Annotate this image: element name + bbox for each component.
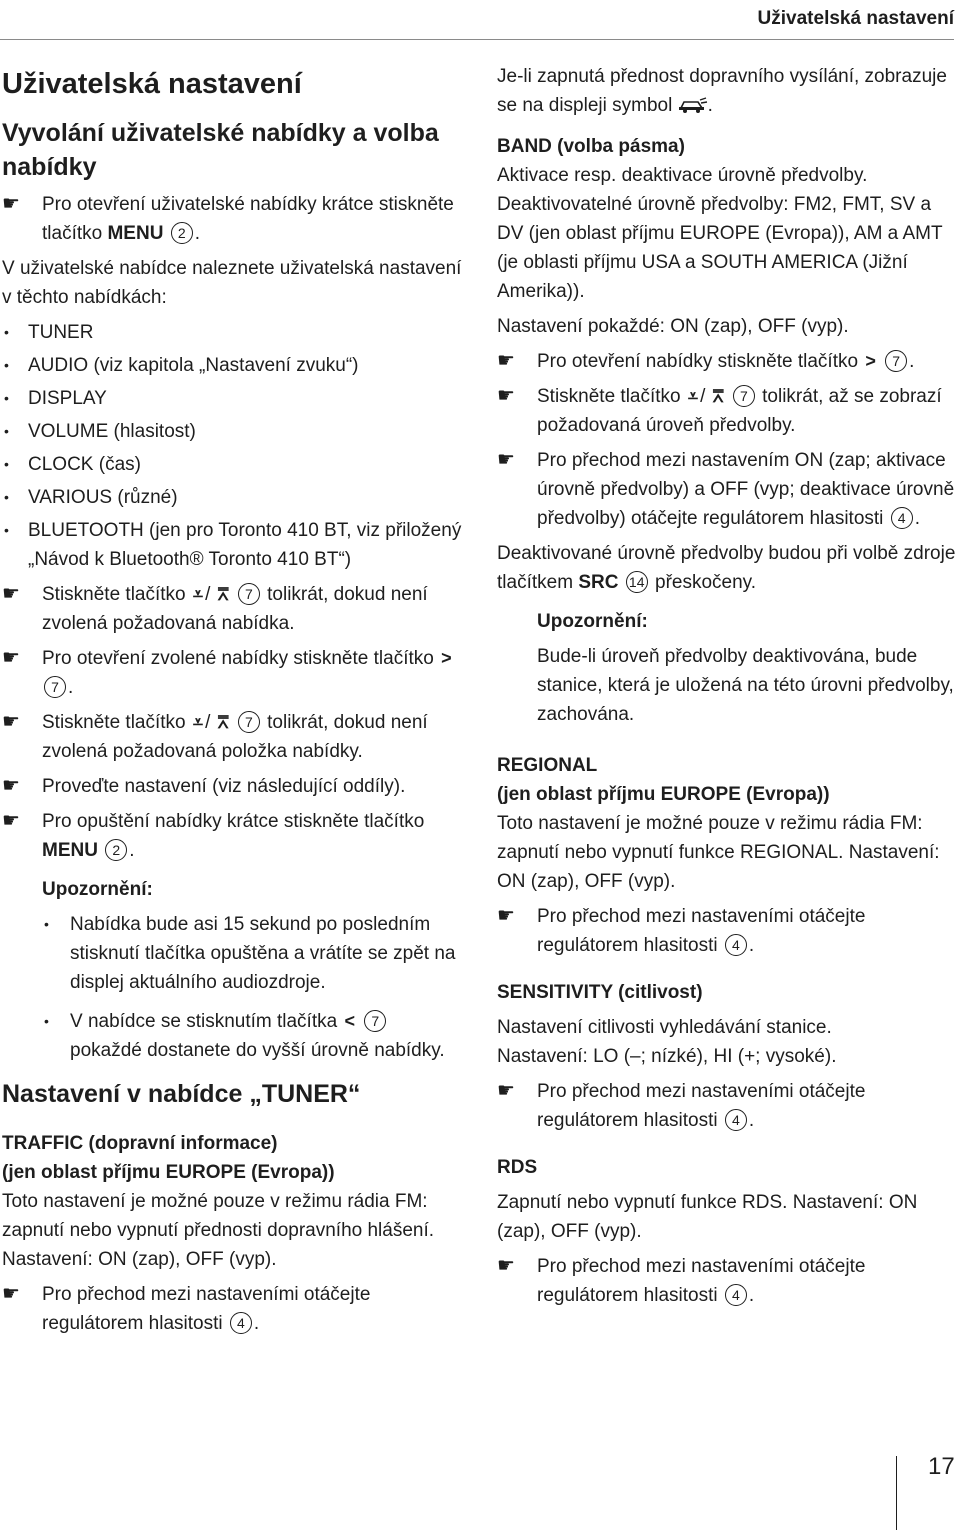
step-rds-toggle: ☛ Pro přechod mezi nastaveními otáčejte regulátorem hlasitosti 4 . [497, 1252, 956, 1310]
pointing-hand-icon: ☛ [2, 647, 20, 669]
callout-number: 2 [171, 222, 193, 244]
callout-number: 7 [44, 676, 66, 698]
step-open-selected-menu: ☛ Pro otevření zvolené nabídky stiskněte tlačítko > 7 . [2, 644, 462, 702]
chevron-down-underline-icon: ⩡ [687, 386, 699, 406]
list-item: • CLOCK (čas) [2, 450, 462, 479]
left-column [2, 60, 462, 1338]
pointing-hand-icon: ☛ [2, 711, 20, 733]
callout-number: 4 [725, 934, 747, 956]
callout-number: 7 [885, 350, 907, 372]
list-item: • AUDIO (viz kapitola „Nastavení zvuku“) [2, 351, 462, 380]
pointing-hand-icon: ☛ [497, 350, 515, 372]
pointing-hand-icon: ☛ [497, 1080, 515, 1102]
note-text: Bude-li úroveň předvolby deaktivována, bude stanice, která je uložená na této úrovni předvolby, zachována. [537, 646, 954, 725]
band-text-1: Aktivace resp. deaktivace úrovně předvolby. [497, 165, 868, 186]
step-band-open: ☛ Pro otevření nabídky stiskněte tlačítko > 7 . [497, 347, 956, 376]
callout-number: 4 [230, 1312, 252, 1334]
step-select-menu: ☛ Stiskněte tlačítko ⩡ / ⩞ 7 tolikrát, dokud není zvolená požadovaná nabídka. [2, 580, 462, 638]
list-item: • VOLUME (hlasitost) [2, 417, 462, 446]
menu-button-label: MENU [107, 223, 164, 244]
regional-text: Toto nastavení je možné pouze v režimu rádia FM: zapnutí nebo vypnutí funkce REGIONAL. Nastavení: ON (zap), OFF (vyp). [497, 813, 940, 892]
chevron-right-icon: > [441, 648, 452, 668]
regional-region: (jen oblast příjmu EUROPE (Evropa)) [497, 784, 830, 805]
menu-list [2, 318, 462, 574]
step-band-toggle: ☛ Pro přechod mezi nastavením ON (zap; aktivace úrovně předvolby) a OFF (vyp; deaktivace úrovně předvolby) otáčejte regulátorem hlasitosti 4 . [497, 446, 956, 533]
list-item: • DISPLAY [2, 384, 462, 413]
sensitivity-text-2: Nastavení: LO (–; nízké), HI (+; vysoké). [497, 1046, 837, 1067]
note-block [2, 875, 462, 1065]
callout-number: 2 [105, 839, 127, 861]
callout-number: 7 [733, 385, 755, 407]
chevron-left-icon: < [344, 1011, 355, 1031]
traffic-text: Toto nastavení je možné pouze v režimu rádia FM: zapnutí nebo vypnutí přednosti dopravního hlášení. Nastavení: ON (zap), OFF (vyp). [2, 1191, 435, 1270]
traffic-symbol-note: Je-li zapnutá přednost dopravního vysílání, zobrazuje se na displeji symbol . [497, 66, 947, 116]
step-regional-toggle: ☛ Pro přechod mezi nastaveními otáčejte regulátorem hlasitosti 4 . [497, 902, 956, 960]
note-list [42, 910, 462, 1065]
traffic-title: TRAFFIC (dopravní informace) [2, 1133, 278, 1154]
step-exit-menu: ☛ Pro opuštění nabídky krátce stiskněte tlačítko MENU 2 . [2, 807, 462, 865]
note-title: Upozornění: [537, 611, 648, 632]
callout-number: 7 [238, 711, 260, 733]
list-item: • BLUETOOTH (jen pro Toronto 410 BT, viz přiložený „Návod k Bluetooth® Toronto 410 BT“) [2, 516, 462, 574]
callout-number: 7 [238, 583, 260, 605]
pointing-hand-icon: ☛ [2, 1283, 20, 1305]
chevron-up-overline-icon: ⩞ [712, 386, 724, 406]
right-column [497, 62, 956, 1310]
pointing-hand-icon: ☛ [497, 449, 515, 471]
chevron-up-overline-icon: ⩞ [217, 584, 229, 604]
src-button-label: SRC [578, 572, 619, 593]
traffic-car-icon [678, 97, 708, 113]
running-header-title: Uživatelská nastavení [757, 8, 954, 29]
chevron-down-underline-icon: ⩡ [192, 712, 204, 732]
rds-title: RDS [497, 1157, 538, 1178]
pointing-hand-icon: ☛ [2, 193, 20, 215]
menus-intro: V uživatelské nabídce naleznete uživatelská nastavení v těchto nabídkách: [2, 258, 462, 308]
step-select-item: ☛ Stiskněte tlačítko ⩡ / ⩞ 7 tolikrát, dokud není zvolená požadovaná položka nabídky. [2, 708, 462, 766]
pointing-hand-icon: ☛ [497, 1255, 515, 1277]
callout-number: 14 [626, 571, 648, 593]
chevron-up-overline-icon: ⩞ [217, 712, 229, 732]
section-heading-tuner: Nastavení v nabídce „TUNER“ [2, 1080, 361, 1108]
pointing-hand-icon: ☛ [2, 810, 20, 832]
chevron-down-underline-icon: ⩡ [192, 584, 204, 604]
step-make-settings: ☛ Proveďte nastavení (viz následující oddíly). [2, 772, 462, 801]
band-text-4: Deaktivované úrovně předvolby budou při volbě zdroje tlačítkem SRC 14 přeskočeny. [497, 543, 956, 593]
pointing-hand-icon: ☛ [497, 905, 515, 927]
step-sensitivity-toggle: ☛ Pro přechod mezi nastaveními otáčejte regulátorem hlasitosti 4 . [497, 1077, 956, 1135]
band-title: BAND (volba pásma) [497, 136, 685, 157]
page-number-rule [896, 1456, 897, 1530]
sensitivity-title: SENSITIVITY (citlivost) [497, 982, 703, 1003]
page-number: 17 [928, 1453, 955, 1480]
list-item: • V nabídce se stisknutím tlačítka < 7 pokaždé dostanete do vyšší úrovně nabídky. [42, 1007, 462, 1065]
callout-number: 4 [725, 1284, 747, 1306]
list-item: • VARIOUS (různé) [2, 483, 462, 512]
step-traffic-toggle: ☛ Pro přechod mezi nastaveními otáčejte regulátorem hlasitosti 4 . [2, 1280, 462, 1338]
list-item: • Nabídka bude asi 15 sekund po posledním stisknutí tlačítka opuštěna a vrátíte se zpět na displej aktuálního audiozdroje. [42, 910, 462, 997]
note-title: Upozornění: [42, 879, 153, 900]
band-note-block [497, 607, 956, 729]
rds-text: Zapnutí nebo vypnutí funkce RDS. Nastavení: ON (zap), OFF (vyp). [497, 1192, 918, 1242]
header-rule [0, 39, 954, 40]
step-band-select: ☛ Stiskněte tlačítko ⩡ / ⩞ 7 tolikrát, až se zobrazí požadovaná úroveň předvolby. [497, 382, 956, 440]
callout-number: 7 [364, 1010, 386, 1032]
regional-title: REGIONAL [497, 755, 598, 776]
chevron-right-icon: > [865, 351, 876, 371]
pointing-hand-icon: ☛ [2, 583, 20, 605]
page-title: Uživatelská nastavení [2, 68, 302, 100]
step-open-menu: ☛ Pro otevření uživatelské nabídky krátce stiskněte tlačítko MENU 2 . [2, 190, 462, 248]
sensitivity-text-1: Nastavení citlivosti vyhledávání stanice. [497, 1017, 832, 1038]
callout-number: 4 [725, 1109, 747, 1131]
traffic-region: (jen oblast příjmu EUROPE (Evropa)) [2, 1162, 335, 1183]
callout-number: 4 [891, 507, 913, 529]
section-heading-menu: Vyvolání uživatelské nabídky a volba nabídky [2, 119, 439, 181]
band-text-3: Nastavení pokaždé: ON (zap), OFF (vyp). [497, 316, 849, 337]
band-text-2: Deaktivovatelné úrovně předvolby: FM2, FMT, SV a DV (jen oblast příjmu EUROPE (Evropa)), AM a AMT (je oblasti příjmu USA a SOUTH AMERICA (Jižní Amerika)). [497, 194, 943, 302]
menu-button-label: MENU [42, 840, 98, 861]
pointing-hand-icon: ☛ [2, 775, 20, 797]
list-item: • TUNER [2, 318, 462, 347]
pointing-hand-icon: ☛ [497, 385, 515, 407]
